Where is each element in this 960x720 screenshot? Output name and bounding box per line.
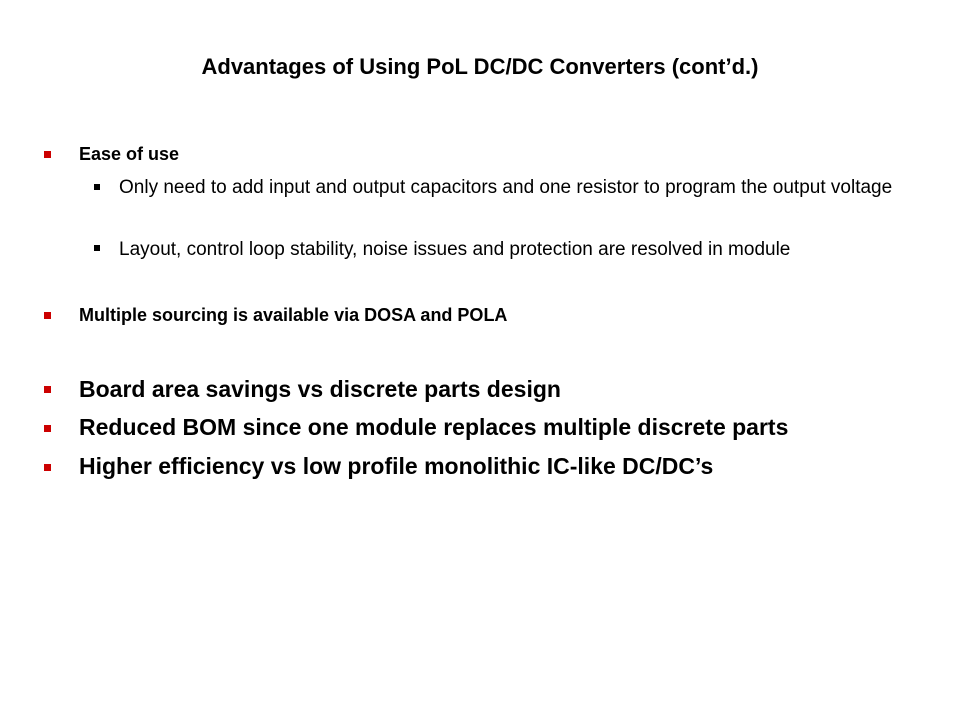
main-bullet-text: Reduced BOM since one module replaces multiple discrete parts [79, 414, 789, 440]
main-bullet-text: Higher efficiency vs low profile monolithic IC-like DC/DC’s [79, 453, 714, 479]
slide-title: Advantages of Using PoL DC/DC Converters (cont’d.) [201, 54, 759, 79]
sub-bullet-text: Only need to add input and output capacitors and one resistor to program the output voltage [119, 177, 893, 198]
bullet-text: Multiple sourcing is available via DOSA and POLA [79, 305, 508, 325]
main-bullet-text: Board area savings vs discrete parts design [79, 376, 561, 402]
red-square-bullet-icon [44, 312, 51, 319]
black-square-bullet-icon [94, 245, 100, 251]
bullet-text: Ease of use [79, 144, 180, 164]
red-square-bullet-icon [44, 464, 51, 471]
black-square-bullet-icon [94, 184, 100, 190]
red-square-bullet-icon [44, 386, 51, 393]
red-square-bullet-icon [44, 425, 51, 432]
red-square-bullet-icon [44, 151, 51, 158]
sub-bullet-text: Layout, control loop stability, noise issues and protection are resolved in module [119, 239, 791, 260]
